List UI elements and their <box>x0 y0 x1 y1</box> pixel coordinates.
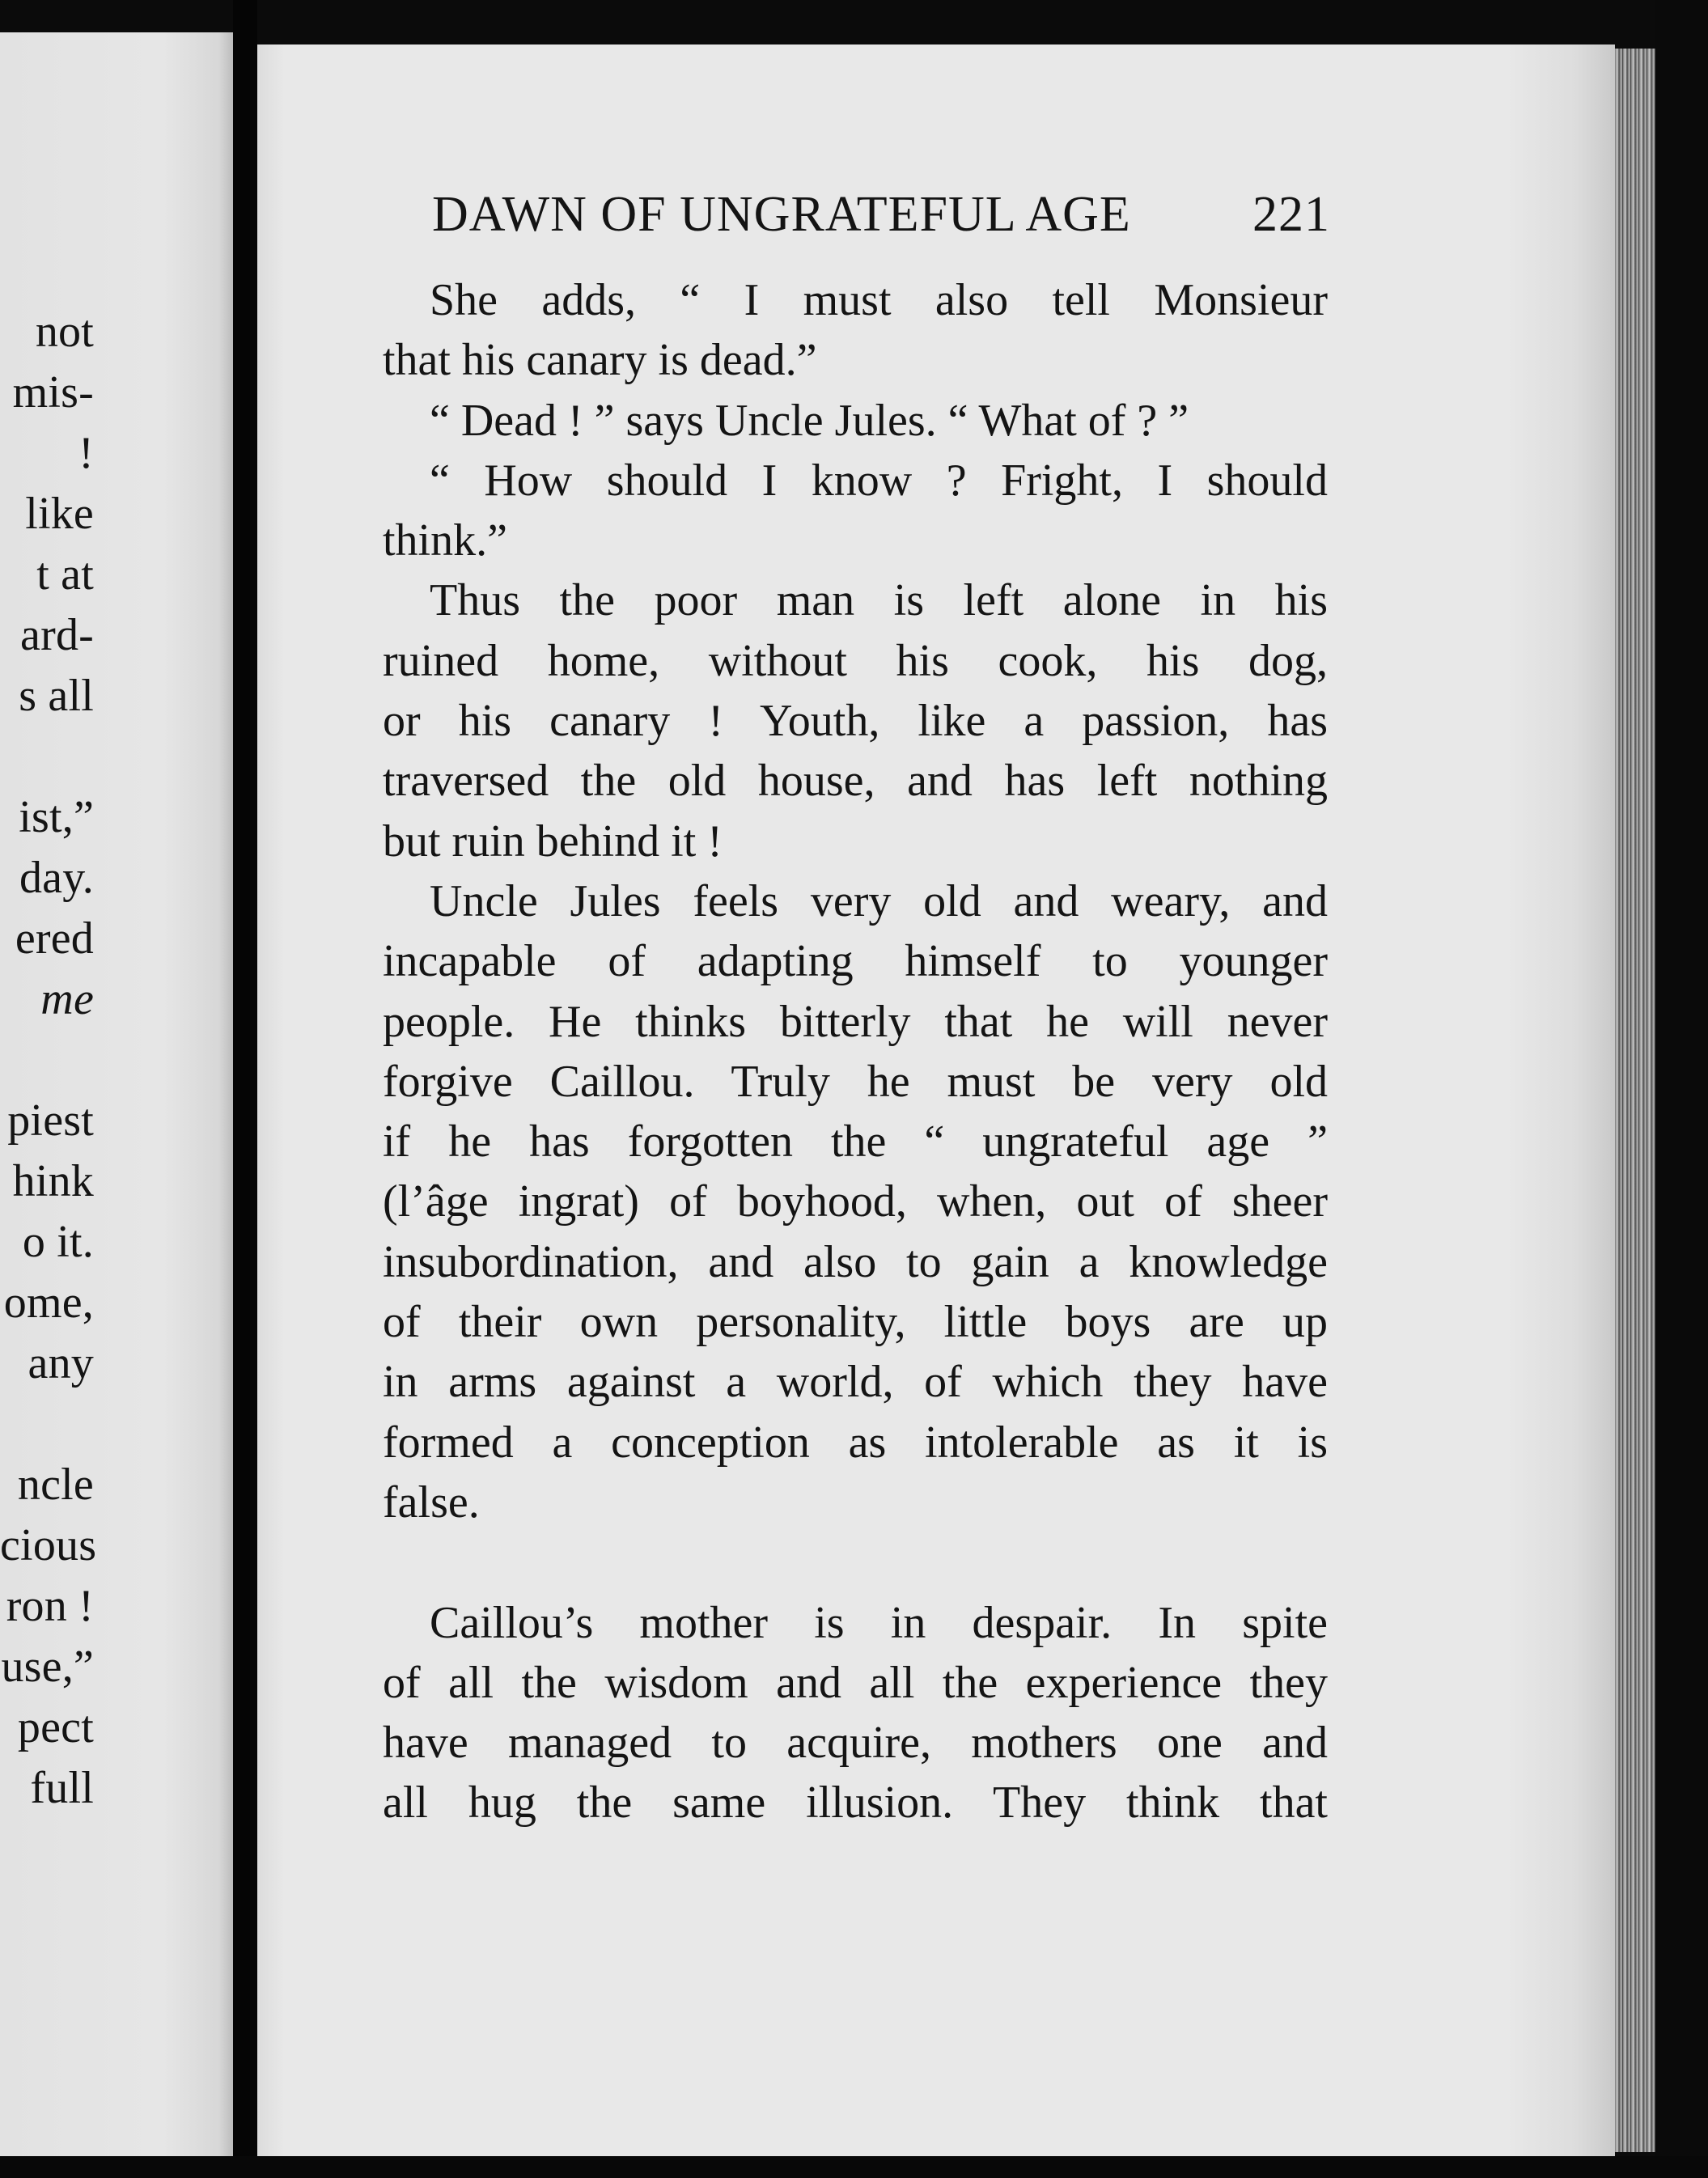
left-line <box>0 727 94 787</box>
text-line: Thus the poor man is left alone in his <box>430 575 1328 626</box>
left-line: t at <box>36 549 94 600</box>
text-line: or his canary ! Youth, like a passion, has <box>383 696 1328 747</box>
left-line <box>0 1030 94 1091</box>
left-line: ist,” <box>19 792 94 842</box>
text-line: but ruin behind it ! <box>383 816 723 867</box>
scan-border <box>1655 0 1708 2178</box>
text-line: Uncle Jules feels very old and weary, and <box>430 875 1328 926</box>
left-line: ! <box>78 428 94 478</box>
left-line: hink <box>12 1156 94 1206</box>
left-line: any <box>28 1338 94 1388</box>
text-line: “ How should I know ? Fright, I should <box>430 455 1328 506</box>
left-facing-page <box>0 32 233 2156</box>
text-line: “ Dead ! ” says Uncle Jules. “ What of ? ” <box>430 395 1189 446</box>
left-line: piest <box>7 1095 94 1146</box>
text-line: incapable of adapting himself to younger <box>383 936 1328 987</box>
text-line: (l’âge ingrat) of boyhood, when, out of sheer <box>383 1176 1328 1227</box>
text-line: think.” <box>383 515 507 566</box>
text-line: in arms against a world, of which they have <box>383 1357 1328 1408</box>
text-line: have managed to acquire, mothers one and <box>383 1718 1328 1769</box>
left-line: not <box>35 307 94 357</box>
text-line: false. <box>383 1477 480 1528</box>
text-line: forgive Caillou. Truly he must be very old <box>383 1056 1328 1107</box>
left-line: cious <box>0 1520 97 1570</box>
book-gutter <box>233 0 257 2178</box>
text-line: ruined home, without his cook, his dog, <box>383 635 1328 686</box>
left-line: pect <box>17 1702 94 1752</box>
text-line: formed a conception as intolerable as it is <box>383 1417 1328 1468</box>
body-text <box>383 270 1328 1833</box>
text-line: She adds, “ I must also tell Monsieur <box>430 275 1328 325</box>
text-line: of all the wisdom and all the experience they <box>383 1657 1328 1708</box>
left-line: ron ! <box>6 1581 94 1631</box>
text-line: all hug the same illusion. They think that <box>383 1778 1328 1828</box>
left-line: day. <box>19 853 94 903</box>
text-line: of their own personality, little boys are up <box>383 1297 1328 1348</box>
page-number: 221 <box>1252 187 1330 242</box>
left-line: o it. <box>22 1217 94 1267</box>
left-page-text <box>0 302 97 1819</box>
left-line: full <box>30 1763 94 1813</box>
page-edges <box>1615 49 1655 2152</box>
text-line: traversed the old house, and has left nothing <box>383 756 1328 807</box>
running-header <box>432 182 1330 247</box>
left-line: me <box>40 974 94 1024</box>
left-line: like <box>25 489 94 539</box>
text-line: that his canary is dead.” <box>383 335 817 386</box>
left-line: ncle <box>17 1460 94 1510</box>
left-line <box>0 1394 94 1455</box>
left-line: ome, <box>3 1278 94 1328</box>
text-line: people. He thinks bitterly that he will never <box>383 996 1328 1047</box>
running-header-title: DAWN OF UNGRATEFUL AGE <box>432 187 1131 242</box>
text-line: if he has forgotten the “ ungrateful age ” <box>383 1117 1328 1167</box>
left-line: ered <box>15 913 94 964</box>
text-line: Caillou’s mother is in despair. In spite <box>430 1597 1328 1648</box>
section-break <box>383 1532 1328 1592</box>
text-line: insubordination, and also to gain a knowledge <box>383 1236 1328 1287</box>
left-line: use,” <box>1 1642 94 1692</box>
scan-border-bottom <box>0 2156 1708 2178</box>
left-line: mis- <box>12 367 94 417</box>
left-line: s all <box>19 671 94 721</box>
left-line: ard- <box>20 610 94 660</box>
